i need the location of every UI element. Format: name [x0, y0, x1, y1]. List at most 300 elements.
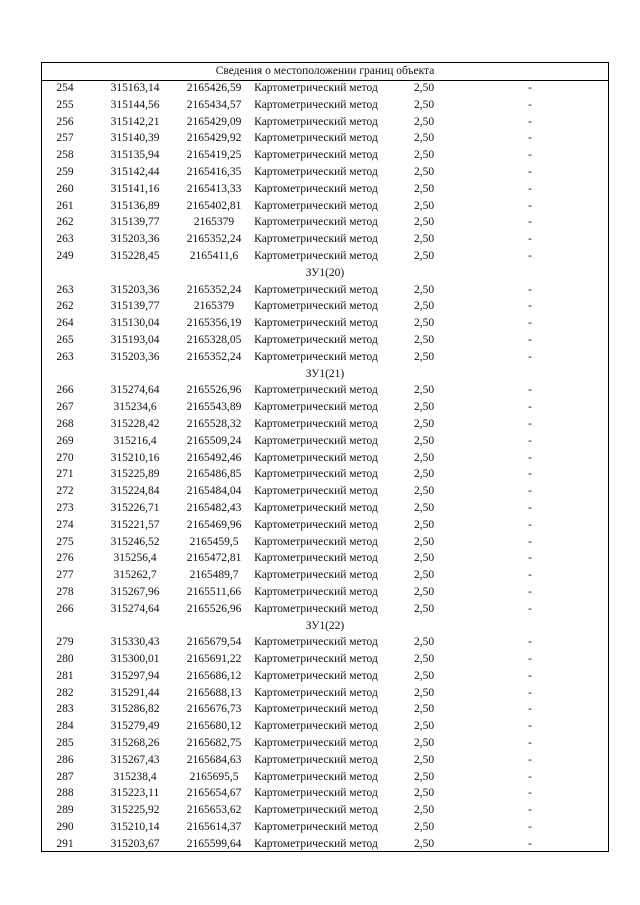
y-coordinate-cell: 2165352,24 [186, 283, 242, 296]
table-row [42, 282, 608, 299]
y-coordinate-cell: 2165419,25 [186, 149, 242, 162]
x-coordinate-cell: 315135,94 [110, 149, 160, 162]
x-coordinate-cell: 315203,36 [110, 283, 160, 296]
method-cell: Картометрический метод [254, 401, 378, 414]
x-coordinate-cell: 315141,16 [110, 182, 160, 195]
method-cell: Картометрический метод [254, 787, 378, 800]
precision-cell: 2,50 [413, 669, 435, 682]
method-cell: Картометрический метод [254, 451, 378, 464]
y-coordinate-cell: 2165682,75 [186, 737, 242, 750]
y-coordinate-cell: 2165492,46 [186, 451, 242, 464]
x-coordinate-cell: 315225,92 [110, 804, 160, 817]
precision-cell: 2,50 [413, 535, 435, 548]
precision-cell: 2,50 [413, 585, 435, 598]
table-row [42, 567, 608, 584]
method-cell: Картометрический метод [254, 485, 378, 498]
note-cell: - [528, 199, 532, 212]
note-cell: - [528, 602, 532, 615]
precision-cell: 2,50 [413, 115, 435, 128]
method-cell: Картометрический метод [254, 837, 378, 850]
table-row [42, 634, 608, 651]
precision-cell: 2,50 [413, 602, 435, 615]
precision-cell: 2,50 [413, 485, 435, 498]
note-cell: - [528, 686, 532, 699]
method-cell: Картометрический метод [254, 753, 378, 766]
x-coordinate-cell: 315256,4 [113, 552, 157, 565]
point-number-cell: 271 [56, 468, 74, 481]
note-cell: - [528, 249, 532, 262]
point-number-cell: 290 [56, 821, 74, 834]
precision-cell: 2,50 [413, 300, 435, 313]
x-coordinate-cell: 315136,89 [110, 199, 160, 212]
method-cell: Картометрический метод [254, 149, 378, 162]
table-row [42, 382, 608, 399]
method-cell: Картометрический метод [254, 283, 378, 296]
table-row [42, 735, 608, 752]
y-coordinate-cell: 2165489,7 [189, 569, 239, 582]
table-row [42, 315, 608, 332]
note-cell: - [528, 182, 532, 195]
x-coordinate-cell: 315139,77 [110, 300, 160, 313]
precision-cell: 2,50 [413, 82, 435, 94]
x-coordinate-cell: 315279,49 [110, 720, 160, 733]
point-number-cell: 281 [56, 669, 74, 682]
table-row [42, 668, 608, 685]
x-coordinate-cell: 315144,56 [110, 98, 160, 111]
precision-cell: 2,50 [413, 216, 435, 229]
precision-cell: 2,50 [413, 653, 435, 666]
table-row [42, 130, 608, 147]
x-coordinate-cell: 315274,64 [110, 384, 160, 397]
table-row [42, 584, 608, 601]
y-coordinate-cell: 2165653,62 [186, 804, 242, 817]
x-coordinate-cell: 315203,36 [110, 350, 160, 363]
y-coordinate-cell: 2165328,05 [186, 333, 242, 346]
y-coordinate-cell: 2165543,89 [186, 401, 242, 414]
x-coordinate-cell: 315130,04 [110, 317, 160, 330]
precision-cell: 2,50 [413, 703, 435, 716]
table-row [42, 517, 608, 534]
x-coordinate-cell: 315210,16 [110, 451, 160, 464]
method-cell: Картометрический метод [254, 653, 378, 666]
point-number-cell: 286 [56, 753, 74, 766]
method-cell: Картометрический метод [254, 770, 378, 783]
x-coordinate-cell: 315221,57 [110, 518, 160, 531]
x-coordinate-cell: 315216,4 [113, 434, 157, 447]
method-cell: Картометрический метод [254, 233, 378, 246]
point-number-cell: 258 [56, 149, 74, 162]
point-number-cell: 291 [56, 837, 74, 850]
note-cell: - [528, 149, 532, 162]
table-row [42, 416, 608, 433]
precision-cell: 2,50 [413, 417, 435, 430]
note-cell: - [528, 703, 532, 716]
method-cell: Картометрический метод [254, 417, 378, 430]
note-cell: - [528, 636, 532, 649]
note-cell: - [528, 401, 532, 414]
precision-cell: 2,50 [413, 837, 435, 850]
y-coordinate-cell: 2165434,57 [186, 98, 242, 111]
x-coordinate-cell: 315140,39 [110, 132, 160, 145]
table-row [42, 769, 608, 786]
x-coordinate-cell: 315226,71 [110, 501, 160, 514]
method-cell: Картометрический метод [254, 569, 378, 582]
table-row [42, 483, 608, 500]
table-row [42, 601, 608, 618]
method-cell: Картометрический метод [254, 384, 378, 397]
precision-cell: 2,50 [413, 552, 435, 565]
point-number-cell: 263 [56, 233, 74, 246]
point-number-cell: 285 [56, 737, 74, 750]
y-coordinate-cell: 2165526,96 [186, 602, 242, 615]
x-coordinate-cell: 315267,96 [110, 585, 160, 598]
point-number-cell: 262 [56, 216, 74, 229]
y-coordinate-cell: 2165654,67 [186, 787, 242, 800]
y-coordinate-cell: 2165429,09 [186, 115, 242, 128]
precision-cell: 2,50 [413, 501, 435, 514]
y-coordinate-cell: 2165614,37 [186, 821, 242, 834]
method-cell: Картометрический метод [254, 216, 378, 229]
precision-cell: 2,50 [413, 149, 435, 162]
point-number-cell: 277 [56, 569, 74, 582]
y-coordinate-cell: 2165484,04 [186, 485, 242, 498]
precision-cell: 2,50 [413, 165, 435, 178]
table-row [42, 819, 608, 836]
note-cell: - [528, 720, 532, 733]
method-cell: Картометрический метод [254, 350, 378, 363]
y-coordinate-cell: 2165459,5 [189, 535, 239, 548]
precision-cell: 2,50 [413, 283, 435, 296]
note-cell: - [528, 569, 532, 582]
y-coordinate-cell: 2165691,22 [186, 653, 242, 666]
point-number-cell: 273 [56, 501, 74, 514]
section-header-row [42, 618, 608, 635]
note-cell: - [528, 804, 532, 817]
y-coordinate-cell: 2165352,24 [186, 233, 242, 246]
table-row [42, 298, 608, 315]
note-cell: - [528, 350, 532, 363]
precision-cell: 2,50 [413, 518, 435, 531]
table-row [42, 685, 608, 702]
point-number-cell: 267 [56, 401, 74, 414]
y-coordinate-cell: 2165482,43 [186, 501, 242, 514]
point-number-cell: 282 [56, 686, 74, 699]
precision-cell: 2,50 [413, 770, 435, 783]
x-coordinate-cell: 315193,04 [110, 333, 160, 346]
table-row [42, 214, 608, 231]
method-cell: Картометрический метод [254, 703, 378, 716]
y-coordinate-cell: 2165413,33 [186, 182, 242, 195]
note-cell: - [528, 837, 532, 850]
x-coordinate-cell: 315228,45 [110, 249, 160, 262]
precision-cell: 2,50 [413, 753, 435, 766]
y-coordinate-cell: 2165416,35 [186, 165, 242, 178]
table-row [42, 500, 608, 517]
point-number-cell: 266 [56, 602, 74, 615]
note-cell: - [528, 417, 532, 430]
point-number-cell: 289 [56, 804, 74, 817]
method-cell: Картометрический метод [254, 737, 378, 750]
note-cell: - [528, 468, 532, 481]
y-coordinate-cell: 2165509,24 [186, 434, 242, 447]
y-coordinate-cell: 2165472,81 [186, 552, 242, 565]
method-cell: Картометрический метод [254, 317, 378, 330]
x-coordinate-cell: 315268,26 [110, 737, 160, 750]
table-row [42, 248, 608, 265]
precision-cell: 2,50 [413, 333, 435, 346]
x-coordinate-cell: 315238,4 [113, 770, 157, 783]
table-row [42, 836, 608, 853]
method-cell: Картометрический метод [254, 165, 378, 178]
point-number-cell: 276 [56, 552, 74, 565]
y-coordinate-cell: 2165684,63 [186, 753, 242, 766]
method-cell: Картометрический метод [254, 249, 378, 262]
note-cell: - [528, 98, 532, 111]
method-cell: Картометрический метод [254, 468, 378, 481]
method-cell: Картометрический метод [254, 115, 378, 128]
point-number-cell: 263 [56, 350, 74, 363]
note-cell: - [528, 518, 532, 531]
method-cell: Картометрический метод [254, 182, 378, 195]
point-number-cell: 259 [56, 165, 74, 178]
note-cell: - [528, 384, 532, 397]
note-cell: - [528, 333, 532, 346]
section-header-row [42, 366, 608, 383]
x-coordinate-cell: 315330,43 [110, 636, 160, 649]
y-coordinate-cell: 2165676,73 [186, 703, 242, 716]
note-cell: - [528, 585, 532, 598]
method-cell: Картометрический метод [254, 98, 378, 111]
x-coordinate-cell: 315203,67 [110, 837, 160, 850]
note-cell: - [528, 216, 532, 229]
precision-cell: 2,50 [413, 401, 435, 414]
point-number-cell: 272 [56, 485, 74, 498]
note-cell: - [528, 753, 532, 766]
x-coordinate-cell: 315163,14 [110, 82, 160, 94]
note-cell: - [528, 115, 532, 128]
point-number-cell: 265 [56, 333, 74, 346]
y-coordinate-cell: 2165411,6 [189, 249, 239, 262]
method-cell: Картометрический метод [254, 720, 378, 733]
point-number-cell: 261 [56, 199, 74, 212]
table-row [42, 231, 608, 248]
y-coordinate-cell: 2165356,19 [186, 317, 242, 330]
method-cell: Картометрический метод [254, 585, 378, 598]
precision-cell: 2,50 [413, 686, 435, 699]
point-number-cell: 284 [56, 720, 74, 733]
precision-cell: 2,50 [413, 451, 435, 464]
y-coordinate-cell: 2165486,85 [186, 468, 242, 481]
precision-cell: 2,50 [413, 132, 435, 145]
point-number-cell: 278 [56, 585, 74, 598]
x-coordinate-cell: 315210,14 [110, 821, 160, 834]
x-coordinate-cell: 315139,77 [110, 216, 160, 229]
section-label: ЗУ1(22) [305, 619, 345, 632]
note-cell: - [528, 233, 532, 246]
point-number-cell: 264 [56, 317, 74, 330]
point-number-cell: 274 [56, 518, 74, 531]
y-coordinate-cell: 2165426,59 [186, 82, 242, 94]
table-row [42, 534, 608, 551]
y-coordinate-cell: 2165688,13 [186, 686, 242, 699]
y-coordinate-cell: 2165680,12 [186, 720, 242, 733]
precision-cell: 2,50 [413, 199, 435, 212]
method-cell: Картометрический метод [254, 821, 378, 834]
method-cell: Картометрический метод [254, 82, 378, 94]
x-coordinate-cell: 315234,6 [113, 401, 157, 414]
method-cell: Картометрический метод [254, 686, 378, 699]
note-cell: - [528, 283, 532, 296]
table-row [42, 349, 608, 366]
section-label: ЗУ1(20) [305, 266, 345, 279]
method-cell: Картометрический метод [254, 501, 378, 514]
table-row [42, 399, 608, 416]
section-label: ЗУ1(21) [305, 367, 345, 380]
x-coordinate-cell: 315225,89 [110, 468, 160, 481]
note-cell: - [528, 317, 532, 330]
x-coordinate-cell: 315267,43 [110, 753, 160, 766]
point-number-cell: 269 [56, 434, 74, 447]
point-number-cell: 266 [56, 384, 74, 397]
x-coordinate-cell: 315286,82 [110, 703, 160, 716]
point-number-cell: 260 [56, 182, 74, 195]
table-row [42, 433, 608, 450]
precision-cell: 2,50 [413, 720, 435, 733]
precision-cell: 2,50 [413, 468, 435, 481]
precision-cell: 2,50 [413, 182, 435, 195]
note-cell: - [528, 737, 532, 750]
method-cell: Картометрический метод [254, 669, 378, 682]
point-number-cell: 249 [56, 249, 74, 262]
note-cell: - [528, 535, 532, 548]
note-cell: - [528, 451, 532, 464]
point-number-cell: 279 [56, 636, 74, 649]
y-coordinate-cell: 2165679,54 [186, 636, 242, 649]
y-coordinate-cell: 2165511,66 [186, 585, 242, 598]
x-coordinate-cell: 315223,11 [110, 787, 160, 800]
point-number-cell: 270 [56, 451, 74, 464]
note-cell: - [528, 300, 532, 313]
y-coordinate-cell: 2165695,5 [189, 770, 239, 783]
table-row [42, 701, 608, 718]
note-cell: - [528, 485, 532, 498]
y-coordinate-cell: 2165526,96 [186, 384, 242, 397]
precision-cell: 2,50 [413, 804, 435, 817]
method-cell: Картометрический метод [254, 300, 378, 313]
x-coordinate-cell: 315203,36 [110, 233, 160, 246]
precision-cell: 2,50 [413, 787, 435, 800]
table-row [42, 466, 608, 483]
point-number-cell: 262 [56, 300, 74, 313]
y-coordinate-cell: 2165599,64 [186, 837, 242, 850]
y-coordinate-cell: 2165379 [193, 300, 235, 313]
method-cell: Картометрический метод [254, 518, 378, 531]
note-cell: - [528, 434, 532, 447]
method-cell: Картометрический метод [254, 602, 378, 615]
note-cell: - [528, 552, 532, 565]
table-body [42, 80, 608, 853]
x-coordinate-cell: 315291,44 [110, 686, 160, 699]
precision-cell: 2,50 [413, 350, 435, 363]
x-coordinate-cell: 315274,64 [110, 602, 160, 615]
precision-cell: 2,50 [413, 98, 435, 111]
method-cell: Картометрический метод [254, 333, 378, 346]
precision-cell: 2,50 [413, 233, 435, 246]
table-row [42, 802, 608, 819]
point-number-cell: 283 [56, 703, 74, 716]
x-coordinate-cell: 315246,52 [110, 535, 160, 548]
point-number-cell: 268 [56, 417, 74, 430]
table-row [42, 80, 608, 97]
precision-cell: 2,50 [413, 384, 435, 397]
note-cell: - [528, 770, 532, 783]
table-row [42, 147, 608, 164]
point-number-cell: 254 [56, 82, 74, 94]
point-number-cell: 263 [56, 283, 74, 296]
x-coordinate-cell: 315142,21 [110, 115, 160, 128]
method-cell: Картометрический метод [254, 132, 378, 145]
note-cell: - [528, 787, 532, 800]
point-number-cell: 275 [56, 535, 74, 548]
point-number-cell: 288 [56, 787, 74, 800]
precision-cell: 2,50 [413, 317, 435, 330]
point-number-cell: 257 [56, 132, 74, 145]
method-cell: Картометрический метод [254, 636, 378, 649]
table-row [42, 651, 608, 668]
table-row [42, 181, 608, 198]
x-coordinate-cell: 315228,42 [110, 417, 160, 430]
table-row [42, 164, 608, 181]
x-coordinate-cell: 315262,7 [113, 569, 157, 582]
point-number-cell: 255 [56, 98, 74, 111]
table-row [42, 718, 608, 735]
table-row [42, 450, 608, 467]
method-cell: Картометрический метод [254, 434, 378, 447]
note-cell: - [528, 653, 532, 666]
point-number-cell: 280 [56, 653, 74, 666]
section-header-row [42, 265, 608, 282]
table-row [42, 785, 608, 802]
precision-cell: 2,50 [413, 569, 435, 582]
precision-cell: 2,50 [413, 737, 435, 750]
precision-cell: 2,50 [413, 249, 435, 262]
point-number-cell: 287 [56, 770, 74, 783]
method-cell: Картометрический метод [254, 552, 378, 565]
table-row [42, 198, 608, 215]
x-coordinate-cell: 315300,01 [110, 653, 160, 666]
x-coordinate-cell: 315297,94 [110, 669, 160, 682]
y-coordinate-cell: 2165352,24 [186, 350, 242, 363]
method-cell: Картометрический метод [254, 535, 378, 548]
table-row [42, 114, 608, 131]
note-cell: - [528, 821, 532, 834]
method-cell: Картометрический метод [254, 199, 378, 212]
precision-cell: 2,50 [413, 821, 435, 834]
method-cell: Картометрический метод [254, 804, 378, 817]
y-coordinate-cell: 2165528,32 [186, 417, 242, 430]
y-coordinate-cell: 2165379 [193, 216, 235, 229]
precision-cell: 2,50 [413, 434, 435, 447]
y-coordinate-cell: 2165469,96 [186, 518, 242, 531]
table-row [42, 97, 608, 114]
table-row [42, 550, 608, 567]
table-row [42, 332, 608, 349]
precision-cell: 2,50 [413, 636, 435, 649]
y-coordinate-cell: 2165402,81 [186, 199, 242, 212]
y-coordinate-cell: 2165686,12 [186, 669, 242, 682]
note-cell: - [528, 165, 532, 178]
document-title: Сведения о местоположении границ объекта [42, 63, 608, 81]
